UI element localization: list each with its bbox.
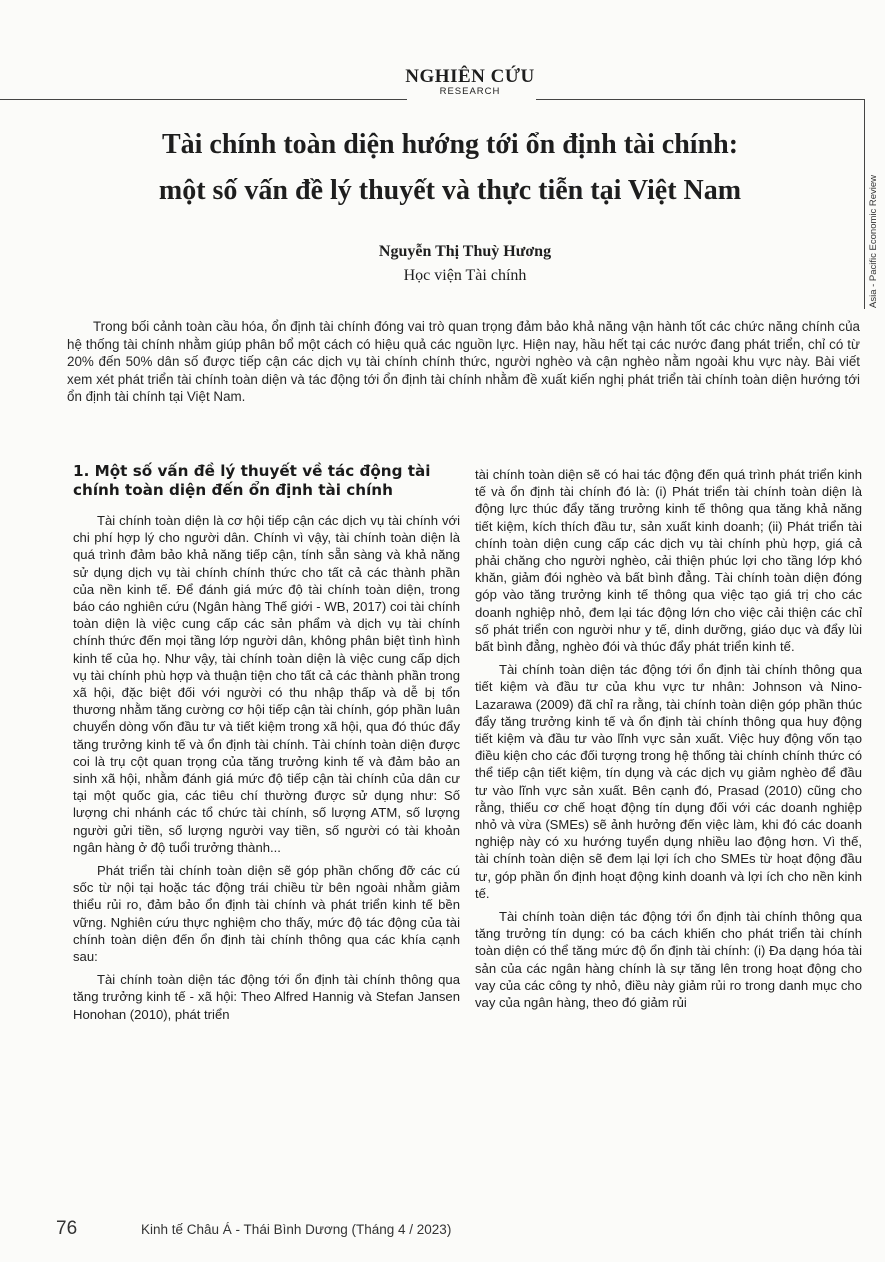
page-number: 76 [56, 1218, 78, 1239]
section-header [375, 66, 565, 97]
paragraph: Tài chính toàn diện tác động tới ổn định tài chính thông qua tăng trưởng kinh tế - xã hội: Theo Alfred Hannig và Stefan Jansen Honohan (2010), phát triển [73, 972, 460, 1022]
paragraph: Phát triển tài chính toàn diện sẽ góp phần chống đỡ các cú sốc từ nội tại hoặc tác động trái chiều từ bên ngoài nhằm giảm thiểu rủi ro, đảm bảo ổn định tài chính và phát triển kinh tế bền vững. Nghiên cứu thực nghiệm cho thấy, mức độ tác động của tài chính toàn diện đến ổn định tài chính thông qua các khía cạnh sau: [73, 863, 460, 965]
paragraph: tài chính toàn diện sẽ có hai tác động đến quá trình phát triển kinh tế và ổn định tài chính đó là: (i) Phát triển tài chính toàn diện là động lực thúc đẩy tăng trưởng kinh tế thông qua tăng khả năng tiết kiệm, kích thích đầu tư, sản xuất kinh doanh; (ii) Phát triển tài chính toàn diện cung cấp các dịch vụ tài chính phù hợp, giá cả phải chăng cho người nghèo, cải thiện phúc lợi cho tầng lớp khó khăn, giảm đói nghèo và bất bình đẳng. Tài chính toàn diện đóng góp vào tăng trưởng kinh tế thông qua việc tạo giá trị cho các doanh nghiệp nhỏ, đem lại tác động lớn cho việc cải thiện các chỉ số phát triển con người như y tế, dinh dưỡng, giáo dục và đẩy lùi bất bình đẳng, nghèo đói và thúc đẩy phát triển kinh tế. [475, 467, 862, 655]
body-column-right [475, 466, 862, 1011]
paragraph: Tài chính toàn diện là cơ hội tiếp cận các dịch vụ tài chính với chi phí hợp lý cho người dân. Chính vì vậy, tài chính toàn diện là quá trình đảm bảo khả năng tiếp cận, tính sẵn sàng và khả năng sử dụng dịch vụ tài chính chính thức cho tất cả các thành phần của nền kinh tế. Để đánh giá mức độ tài chính toàn diện, trong báo cáo nghiên cứu (Ngân hàng Thế giới - WB, 2017) coi tài chính toàn diện là việc cung cấp các sản phẩm và dịch vụ tài chính chính thức đến mọi tầng lớp người dân, không phân biệt tình hình kinh tế của họ. Như vậy, tài chính toàn diện là việc cung cấp dịch vụ tài chính phù hợp và thuận tiện cho tất cả các thành phần trong xã hội, đặc biệt đối với người có thu nhập thấp và dễ bị tổn thương nhằm tăng cường cơ hội tiếp cận tài chính, góp phần luân chuyển dòng vốn đầu tư và tiết kiệm trong xã hội, qua đó thúc đẩy tăng trưởng kinh tế và ổn định tài chính. Tài chính toàn diện được coi là trụ cột quan trọng của tăng trưởng kinh tế và đảm bảo an sinh xã hội, nhằm đánh giá mức độ tiếp cận tài chính của dân cư tại một quốc gia, các tiêu chí thường được sử dụng như: Số lượng chi nhánh các tổ chức tài chính, số lượng ATM, số lượng người gửi tiền, số lượng người vay tiền, số người có tài khoản ngân hàng ở độ tuổi trưởng thành... [73, 513, 460, 855]
header-rule-right [536, 99, 865, 100]
section-heading: 1. Một số vấn đề lý thuyết về tác động tài chính toàn diện đến ổn định tài chính [73, 462, 431, 499]
section-sublabel: RESEARCH [439, 86, 501, 97]
section-label: NGHIÊN CỨU [405, 66, 535, 87]
author-affiliation: Học viện Tài chính [403, 267, 527, 284]
paragraph: Tài chính toàn diện tác động tới ổn định tài chính thông qua tiết kiệm và đầu tư của khu vực tư nhân: Johnson và Nino-Lazarawa (2009) đã chỉ ra rằng, tài chính toàn diện góp phần thúc đẩy tăng trưởng kinh tế và ổn định tài chính thông qua huy động tiết kiệm và đầu tư vào lĩnh vực sản xuất. Việc huy động vốn tạo điều kiện cho các đối tượng trong hệ thống tài chính chính thức có thể tiếp cận tiết kiệm, tín dụng và các dịch vụ giảm nghèo để đầu tư vào lĩnh vực sản xuất. Bên cạnh đó, Prasad (2010) cũng cho rằng, thiếu cơ chế hoạt động tín dụng đối với các doanh nghiệp nhỏ và vừa (SMEs) sẽ ảnh hưởng đến việc làm, khi đó các doanh nghiệp này có xu hướng tuyển dụng nhiều lao động hơn. Vì thế, tài chính toàn diện sẽ đem lại lợi ích cho SMEs từ hoạt động đầu tư, góp phần ổn định hoạt động kinh doanh và lợi ích cho nền kinh tế. [475, 662, 862, 901]
journal-side-text: Asia - Pacific Economic Review [868, 174, 879, 308]
footer-journal: Kinh tế Châu Á - Thái Bình Dương (Tháng 4 / 2023) [141, 1222, 452, 1237]
article-title-line-1: Tài chính toàn diện hướng tới ổn định tài chính: [161, 129, 739, 160]
article-title-line-2: một số vấn đề lý thuyết và thực tiễn tại Việt Nam [158, 175, 742, 206]
abstract: Trong bối cảnh toàn cầu hóa, ổn định tài chính đóng vai trò quan trọng đảm bảo khả năng vận hành tốt các chức năng chính của hệ thống tài chính nhằm giúp phân bổ một cách có hiệu quả các nguồn lực. Hiện nay, hầu hết tại các nước đang phát triển, chỉ có từ 20% đến 50% dân số được tiếp cận các dịch vụ tài chính chính thức, người nghèo và cận nghèo nằm ngoài khu vực này. Bài viết xem xét phát triển tài chính toàn diện và tác động tới ổn định tài chính nhằm đề xuất kiến nghị phát triển tài chính toàn diện hướng tới ổn định tài chính tại Việt Nam. [67, 319, 860, 405]
side-rule [864, 99, 865, 309]
author-name: Nguyễn Thị Thuỳ Hương [378, 243, 552, 260]
paragraph: Tài chính toàn diện tác động tới ổn định tài chính thông qua tăng trưởng tín dụng: có ba cách khiến cho phát triển tài chính toàn diện có thể tăng mức độ ổn định tài chính: (i) Đa dạng hóa tài sản của các ngân hàng chính là sự tăng lên trong hoạt động cho vay của các công ty nhỏ, điều này giảm rủi ro trong danh mục cho vay của ngân hàng, theo đó giảm rủi [475, 909, 862, 1011]
header-rule-left [0, 99, 407, 100]
body-column-left [73, 462, 460, 1023]
